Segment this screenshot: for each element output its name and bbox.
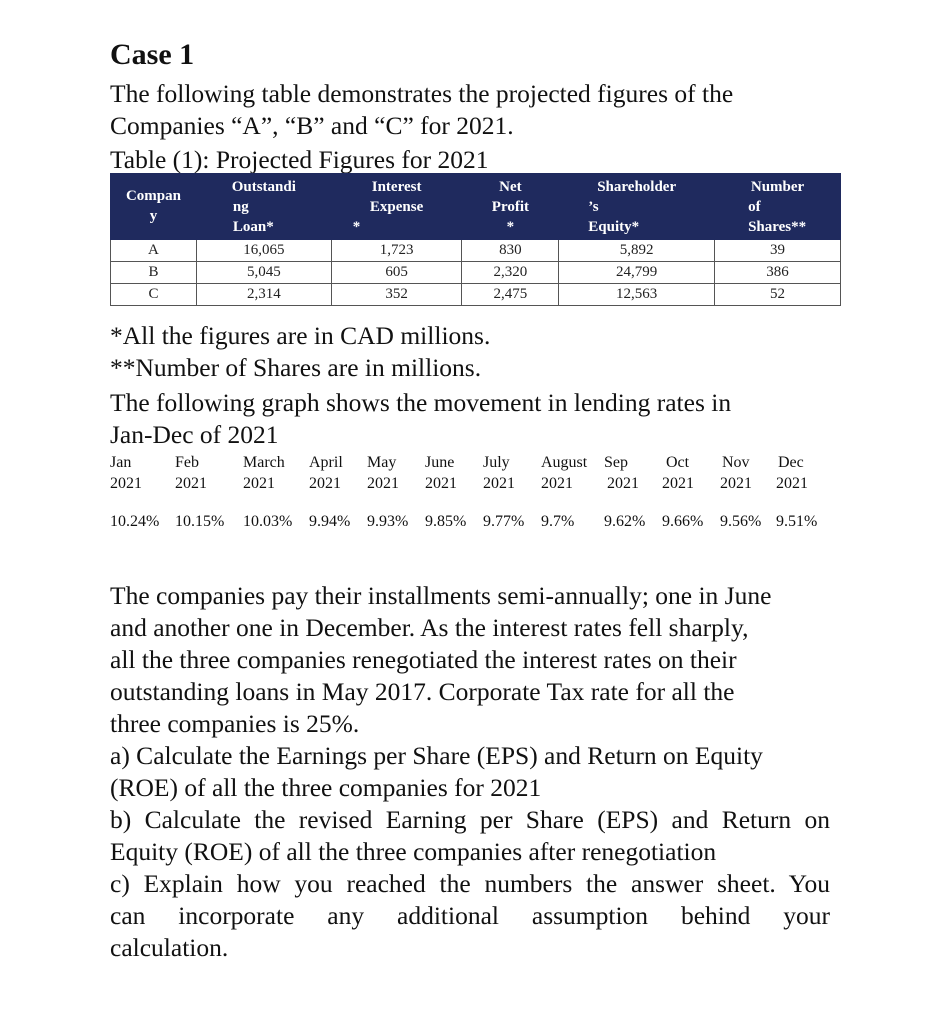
rate-value: 9.93% <box>367 513 409 530</box>
body-line: three companies is 25%. <box>110 709 360 738</box>
rate-value: 9.7% <box>541 513 575 530</box>
rate-value: 9.66% <box>662 513 704 530</box>
cell-shareholders-equity: 12,563 <box>559 284 715 306</box>
month-label: March 2021 <box>243 454 285 492</box>
question-c-line: c) Explain how you reached the numbers the answer sheet. You <box>110 869 830 898</box>
rate-value: 9.51% <box>776 513 818 530</box>
body-line: and another one in December. As the interest rates fell sharply, <box>110 613 749 642</box>
cell-number-of-shares: 386 <box>715 262 841 284</box>
header-shareholders-equity: Shareholder ’s Equity* <box>559 174 715 240</box>
graph-intro-line: The following graph shows the movement in lending rates in <box>110 388 732 417</box>
month-label: June 2021 <box>425 454 457 492</box>
month-label: Jan 2021 <box>110 454 142 492</box>
table-caption: Table (1): Projected Figures for 2021 <box>110 145 489 174</box>
rate-value: 9.56% <box>720 513 762 530</box>
cell-net-profit: 830 <box>462 240 559 262</box>
month-label: Oct 2021 <box>662 454 694 492</box>
question-a-line: (ROE) of all the three companies for 2021 <box>110 773 542 802</box>
cell-shareholders-equity: 24,799 <box>559 262 715 284</box>
month-label: Feb 2021 <box>175 454 207 492</box>
graph-intro <box>110 387 835 450</box>
intro-line: The following table demonstrates the projected figures of the <box>110 79 734 108</box>
question-a-line: a) Calculate the Earnings per Share (EPS) and Return on Equity <box>110 741 763 770</box>
header-interest-expense: Interest Expense * <box>331 174 462 240</box>
cell-outstanding-loan: 2,314 <box>196 284 331 306</box>
cell-interest-expense: 1,723 <box>331 240 462 262</box>
rate-value: 9.94% <box>309 513 351 530</box>
month-label: August 2021 <box>541 454 588 492</box>
month-label: April 2021 <box>309 454 343 492</box>
body-line: The companies pay their installments semi-annually; one in June <box>110 581 772 610</box>
cell-company: A <box>111 240 197 262</box>
cell-company: B <box>111 262 197 284</box>
cell-interest-expense: 352 <box>331 284 462 306</box>
table-row <box>111 240 841 262</box>
rate-value: 9.62% <box>604 513 646 530</box>
note-line: **Number of Shares are in millions. <box>110 353 482 382</box>
case-body <box>110 580 830 964</box>
rate-value: 10.15% <box>175 513 225 530</box>
cell-company: C <box>111 284 197 306</box>
header-outstanding-loan: Outstandi ng Loan* <box>196 174 331 240</box>
intro-paragraph <box>110 78 835 141</box>
graph-intro-line: Jan-Dec of 2021 <box>110 419 279 449</box>
cell-outstanding-loan: 16,065 <box>196 240 331 262</box>
month-label: July 2021 <box>483 454 515 492</box>
note-line: *All the figures are in CAD millions. <box>110 321 491 350</box>
month-label: Sep 2021 <box>604 454 639 492</box>
cell-shareholders-equity: 5,892 <box>559 240 715 262</box>
table-notes <box>110 320 490 384</box>
question-c-line: can incorporate any additional assumption behind your <box>110 901 830 930</box>
table-header-row <box>111 174 841 240</box>
cell-interest-expense: 605 <box>331 262 462 284</box>
question-b-line: b) Calculate the revised Earning per Share (EPS) and Return on <box>110 805 830 834</box>
rate-value: 9.85% <box>425 513 467 530</box>
projected-figures-table <box>110 173 841 306</box>
header-company: Compan y <box>111 174 197 240</box>
cell-number-of-shares: 39 <box>715 240 841 262</box>
body-line: all the three companies renegotiated the interest rates on their <box>110 645 737 674</box>
cell-net-profit: 2,320 <box>462 262 559 284</box>
cell-number-of-shares: 52 <box>715 284 841 306</box>
rate-value: 9.77% <box>483 513 525 530</box>
month-label: Nov 2021 <box>720 454 752 492</box>
month-label: Dec 2021 <box>776 454 808 492</box>
table-row <box>111 284 841 306</box>
lending-rate-months <box>110 452 830 494</box>
body-line: outstanding loans in May 2017. Corporate Tax rate for all the <box>110 677 735 706</box>
cell-outstanding-loan: 5,045 <box>196 262 331 284</box>
case-title: Case 1 <box>110 38 195 71</box>
header-number-of-shares: Number of Shares** <box>715 174 841 240</box>
question-b-line: Equity (ROE) of all the three companies after renegotiation <box>110 837 717 866</box>
rate-value: 10.03% <box>243 513 293 530</box>
rate-value: 10.24% <box>110 513 160 530</box>
intro-line: Companies “A”, “B” and “C” for 2021. <box>110 110 514 140</box>
cell-net-profit: 2,475 <box>462 284 559 306</box>
question-c-line: calculation. <box>110 933 229 962</box>
month-label: May 2021 <box>367 454 399 492</box>
header-net-profit: Net Profit * <box>462 174 559 240</box>
table-row <box>111 262 841 284</box>
lending-rate-values <box>110 512 830 534</box>
